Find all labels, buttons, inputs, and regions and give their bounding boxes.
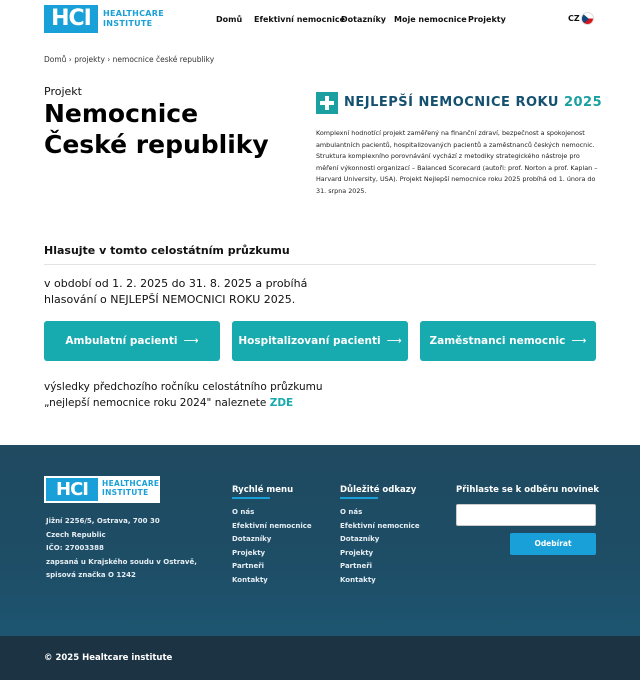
quick-menu-item[interactable]: Dotazníky (232, 535, 272, 543)
award-year: 2025 (563, 95, 603, 110)
important-links-list (340, 506, 420, 587)
employees-label: Zaměstnanci nemocnic (429, 335, 566, 347)
important-link-item[interactable]: Kontakty (340, 575, 376, 584)
inpatients-label: Hospitalizovaní pacienti (238, 335, 381, 347)
outpatients-label: Ambulatní pacienti (65, 335, 178, 347)
important-link-item[interactable]: Projekty (340, 548, 374, 557)
project-description: Komplexní hodnotící projekt zaměřený na finanční zdraví, bezpečnost a spokojenost ambulantních pacientů, hospitalizovaných pacientů a zaměstnanců českých nemocnic. Struktura komplexního porovnávání vychází z metodiky strategického nástroje pro měření výkonnosti organizací – Balanced Scorecard (autoři: prof. Norton a prof. Kaplan – Harvard University, USA). Projekt Nejlepší nemocnice roku 2025 probíhá od 1. února do 31. srpna 2025. (316, 129, 598, 195)
quick-menu-item[interactable]: O nás (232, 508, 255, 516)
arrow-right-icon: ⟶ (571, 335, 587, 347)
nav-questionnaires[interactable]: Dotazníky (341, 15, 386, 24)
address-line: zapsaná u Krajského soudu v Ostravě, (46, 557, 197, 566)
footer-logo-text: HEALTHCARE INSTITUTE (102, 479, 160, 497)
previous-results-line1: výsledky předchozího ročníku celostátního průzkumu (44, 381, 323, 393)
important-links-title: Důležité odkazy (340, 485, 417, 495)
nav-my-hospital[interactable]: Moje nemocnice (394, 15, 467, 24)
cross-icon (316, 92, 338, 114)
address-line: IČO: 27003388 (46, 544, 104, 552)
quick-menu-list (232, 506, 312, 587)
footer-logo[interactable] (44, 476, 160, 503)
previous-results-link[interactable]: ZDE (269, 396, 294, 409)
quick-menu-item[interactable]: Projekty (232, 548, 266, 557)
hci-logo[interactable] (44, 5, 164, 33)
important-link-item[interactable]: O nás (340, 508, 363, 516)
quick-menu-underline (232, 497, 270, 499)
inpatients-button[interactable] (232, 321, 408, 361)
company-address (46, 515, 216, 583)
vote-period (44, 276, 344, 307)
vote-period-line1: v období od 1. 2. 2025 do 31. 8. 2025 a probíhá (44, 277, 308, 290)
employees-button[interactable] (420, 321, 596, 361)
important-link-item[interactable]: Efektivní nemocnice (340, 521, 420, 530)
important-links-underline (340, 497, 378, 499)
logo-letters: HCI (44, 5, 98, 33)
nav-projects[interactable]: Projekty (468, 15, 506, 24)
award-brand (316, 92, 603, 114)
nav-home[interactable]: Domů (216, 15, 243, 24)
page-title-line2: České republiky (44, 130, 269, 159)
copyright: © 2025 Healtcare institute (44, 653, 173, 663)
important-link-item[interactable]: Dotazníky (340, 535, 380, 543)
footer-logo-letters: HCI (46, 478, 98, 501)
outpatients-button[interactable] (44, 321, 220, 361)
subscribe-button[interactable]: Odebírat (510, 533, 596, 555)
arrow-right-icon: ⟶ (183, 335, 199, 347)
page-title-line1: Nemocnice (44, 99, 199, 128)
vote-period-line2: hlasování o NEJLEPŠÍ NEMOCNICI ROKU 2025. (44, 292, 296, 306)
quick-menu-item[interactable]: Kontakty (232, 575, 268, 584)
czech-flag-icon[interactable] (581, 12, 594, 25)
previous-results-text: „nejlepší nemocnice roku 2024" naleznete (44, 396, 267, 409)
project-kicker: Projekt (44, 85, 82, 98)
language-switch[interactable]: CZ (568, 14, 580, 23)
award-title-text: NEJLEPŠÍ NEMOCNICE ROKU (344, 95, 559, 110)
site-footer (0, 445, 640, 636)
vote-heading: Hlasujte v tomto celostátním průzkumu (44, 244, 290, 257)
logo-text: HEALTHCARE INSTITUTE (103, 9, 164, 28)
quick-menu-item[interactable]: Partneři (232, 562, 265, 570)
site-header (0, 0, 640, 40)
address-line: Czech Republic (46, 530, 106, 539)
nav-efficient-hospitals[interactable]: Efektivní nemocnice (254, 15, 345, 24)
footer-bottom-bar (0, 636, 640, 680)
breadcrumb[interactable]: Domů › projekty › nemocnice české republiky (44, 55, 215, 64)
newsletter-title: Přihlaste se k odběru novinek (456, 485, 600, 495)
previous-results (44, 380, 384, 411)
newsletter-email-input[interactable] (456, 504, 596, 526)
important-link-item[interactable]: Partneři (340, 562, 373, 570)
address-line: Jižní 2256/5, Ostrava, 700 30 (46, 517, 160, 525)
quick-menu-title: Rychlé menu (232, 485, 294, 495)
page-title (44, 98, 284, 160)
divider (44, 264, 596, 265)
award-title (344, 95, 602, 110)
previous-results-line2 (44, 396, 384, 412)
address-line: spisová značka O 1242 (46, 571, 136, 579)
arrow-right-icon: ⟶ (386, 335, 402, 347)
quick-menu-item[interactable]: Efektivní nemocnice (232, 521, 312, 530)
